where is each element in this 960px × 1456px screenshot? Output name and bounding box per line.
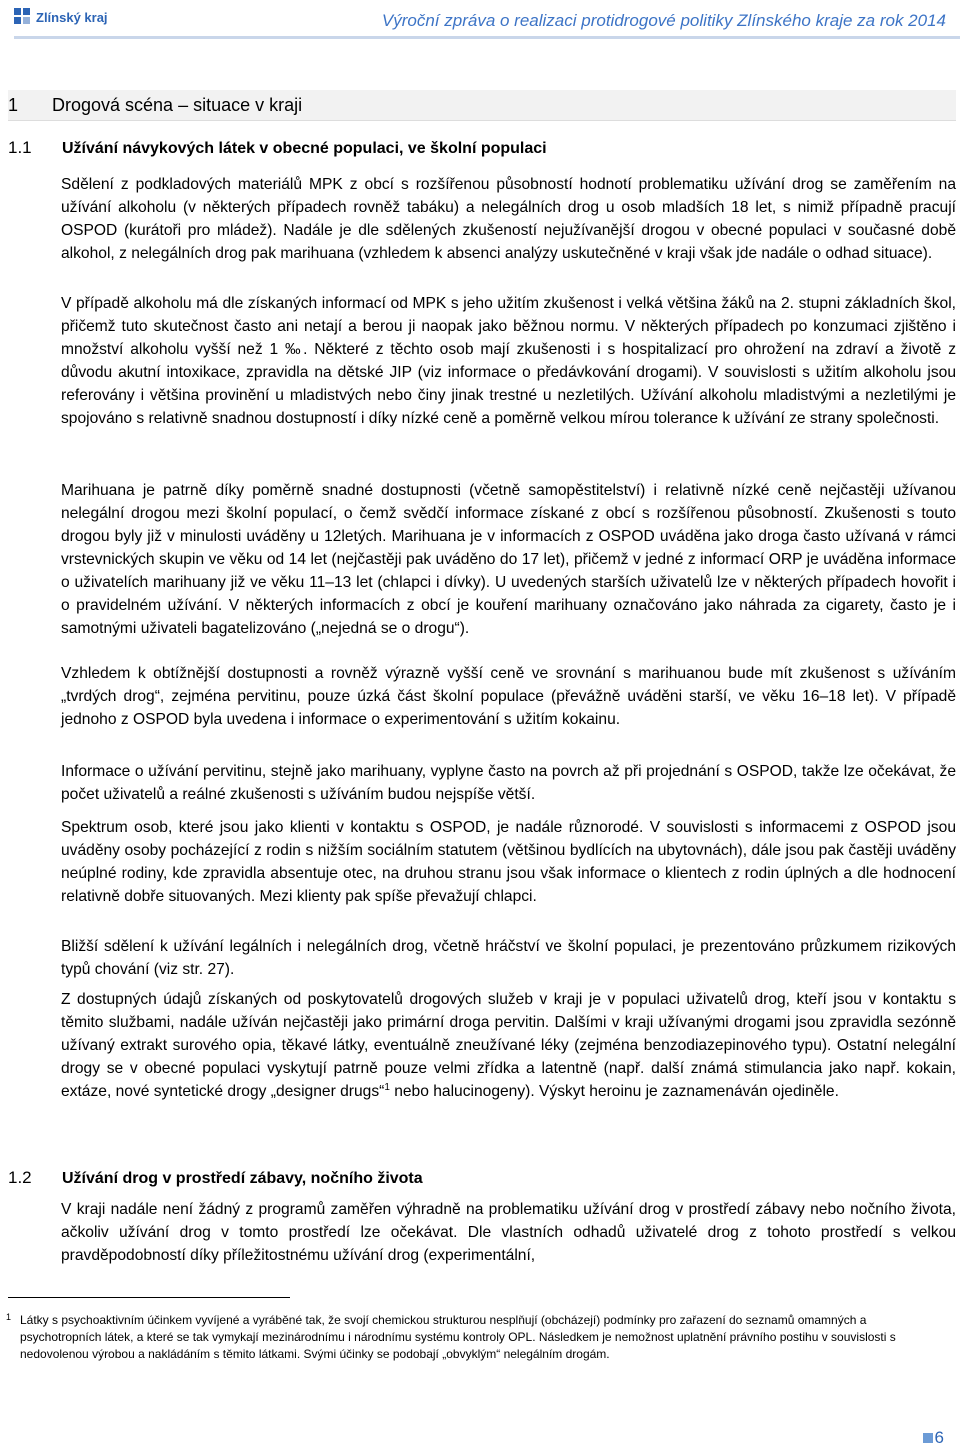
paragraph-9 [61,1198,956,1267]
logo-text: Zlínský kraj [36,9,108,25]
page-number [923,1428,944,1448]
chapter-number: 1 [8,95,19,115]
footnote-reference[interactable]: 1 [384,1081,390,1093]
page-number-text: 6 [934,1428,944,1447]
paragraph-text: Vzhledem k obtížnější dostupnosti a rovněž výrazně vyšší ceně ve srovnání s marihuanou bude mít zkušenost s užíváním „tvrdých drog“, zejména pervitinu, pouze úzká část školní populace (převážně uváděni starší, ve věku 16–18 let). V případě jednoho z OSPOD byla uvedena i informace o experimentování s užitím kokainu. [61,665,956,728]
paragraph-7 [61,935,956,981]
paragraph-text: Marihuana je patrně díky poměrně snadné dostupnosti (včetně samopěstitelství) i relativně nízké ceně nejčastěji užívanou nelegální drogou mezi školní populací, o čemž svědčí informace získané z obcí s rozšířenou působností. Zkušenosti s touto drogou byly již v minulosti uváděny u 12letých. Marihuana je v informacích z OSPOD uváděna jako droga často užívaná v rámci vrstevnických skupin ve věku od 14 let (nejčastěji pak uváděno do 17 let), přičemž v jedné z informací ORP je uváděna informace o uživatelích marihuany již ve věku 11–13 let (chlapci i dívky). U uvedených starších uživatelů lze v některých případech hovořit i o pravidelném užívání. V některých informacích z obcí je kouření marihuany označováno jako náhrada za cigarety, často je i samotnými uživateli bagatelizováno („nejedná se o drogu“). [61,482,956,637]
paragraph-text: Bližší sdělení k užívání legálních i nelegálních drog, včetně hráčství ve školní populaci, je prezentováno průzkumem rizikových typů chování (viz str. 27). [61,938,956,978]
footnote-text: Látky s psychoaktivním účinkem vyvíjené a vyráběné tak, že svojí chemickou strukturou nesplňují (obcházejí) podmínky pro zařazení do seznamů omamných a psychotropních látek, a které se tak vymykají mezinárodnímu i národnímu systému kontroly OPL. Následkem je nemožnost uplatnění právního postihu v souvislosti s nedovolenou výrobou a nakládáním s těmito látkami. Svými účinky se podobají „obvyklým“ nelegálním drogám. [20,1313,896,1361]
section-number: 1.2 [8,1168,32,1187]
footnote-divider [8,1297,290,1298]
paragraph-2 [61,292,956,430]
page-header [14,6,946,36]
paragraph-8 [61,988,956,1103]
paragraph-text: V případě alkoholu má dle získaných informací od MPK s jeho užitím zkušenost i velká většina žáků na 2. stupni základních škol, přičemž tuto skutečnost často ani netají a berou ji naopak jako běžnou normu. V některých případech po konzumaci zjištěno i množství alkoholu vyšší než 1 ‰. Některé z těchto osob mají zkušenosti i s hospitalizací pro ohrožení na zdraví a životě z důvodu akutní intoxikace, zpravidla na dětské JIP (viz informace o předávkování drogami). V souvislosti s užitím alkoholu jsou referovány i většina provinění u mladistvých nebo činy jinak trestné u nezletilých. Užívání alkoholu mladistvými a nezletilými je spojováno s relativně snadnou dostupností i díky nízké ceně a poměrně velkou mírou tolerance k užívání ze strany společnosti. [61,295,956,427]
chapter-heading [8,90,956,121]
footnote [6,1312,940,1363]
report-title: Výroční zpráva o realizaci protidrogové politiky Zlínského kraje za rok 2014 [381,11,946,30]
paragraph-6 [61,816,956,908]
page-marker-icon [923,1433,933,1443]
paragraph-5 [61,760,956,806]
paragraph-3 [61,479,956,640]
paragraph-text: Informace o užívání pervitinu, stejně jako marihuany, vyplyne často na povrch až při projednání s OSPOD, takže lze očekávat, že počet uživatelů a reálné zkušenosti s užíváním budou nejspíše větší. [61,763,956,803]
header-divider [14,36,960,39]
section-heading-1-2 [8,1168,423,1188]
paragraph-text: Spektrum osob, které jsou jako klienti v kontaktu s OSPOD, je nadále různorodé. V souvislosti s informacemi z OSPOD jsou uváděny osoby pocházející z rodin s nižším sociálním statutem (většinou bydlících na ubytovnách), dále jsou pak častěji uváděny neúplné rodiny, kde zpravidla absentuje otec, na druhou stranu jsou však informace o klientech z rodin úplných a dle hodnocení relativně dobře situovaných. Mezi klienty pak spíše převažují chlapci. [61,819,956,905]
logo-icon [14,6,32,28]
paragraph-text: Z dostupných údajů získaných od poskytovatelů drogových služeb v kraji je v populaci uživatelů drog, kteří jsou v kontaktu s těmito službami, nadále užíván nejčastěji jako primární droga pervitin. Dalšími v kraji užívanými drogami jsou zpravidla sezónně užívaný extrakt surového opia, těkavé látky, eventuálně zneužívané léky (zejména benzodiazepinového typu). Ostatní nelegální drogy se v obecné populaci vyskytují patrně pouze velmi zřídka a latentně (např. další známá stimulancia jako např. kokain, extáze, nové syntetické drogy „designer drugs“$^1$ nebo halucinogeny). Výskyt heroinu je zaznamenáván ojediněle. [61,991,956,1100]
paragraph-1 [61,173,956,265]
section-number: 1.1 [8,138,32,157]
logo [14,6,108,28]
footnote-number: 1 [6,1312,12,1322]
section-heading-1-1 [8,138,547,158]
paragraph-text: Sdělení z podkladových materiálů MPK z obcí s rozšířenou působností hodnotí problematiku užívání drog se zaměřením na užívání alkoholu (v některých případech rovněž tabáku) a nelegálních drog u osob mladších 18 let, s nimiž případně pracují OSPOD (kurátoři pro mládež). Nadále je dle sdělených zkušeností nejužívanější drogou v obecné populaci v současné době alkohol, z nelegálních drog pak marihuana (vzhledem k absenci analýzy uskutečněné v kraji však jde nadále o odhad situace). [61,176,956,262]
section-title: Užívání drog v prostředí zábavy, nočního života [62,1170,423,1187]
chapter-title: Drogová scéna – situace v kraji [52,95,303,115]
paragraph-4 [61,662,956,731]
section-title: Užívání návykových látek v obecné populaci, ve školní populaci [62,140,547,157]
paragraph-text: V kraji nadále není žádný z programů zaměřen výhradně na problematiku užívání drog v prostředí zábavy nebo nočního života, ačkoliv užívání drog v tomto prostředí lze očekávat. Dle vlastních odhadů uživatelé drog z tohoto prostředí s velkou pravděpodobností díky příležitostnému užívání drog (experimentální, [61,1201,956,1264]
